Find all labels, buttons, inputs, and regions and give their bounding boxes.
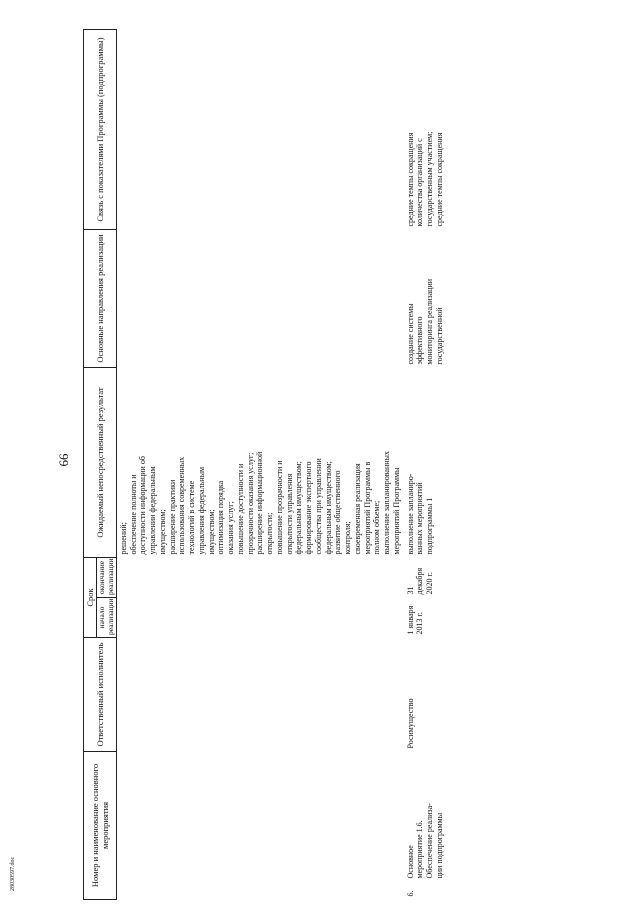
result-line: своевременная реализация [352,463,362,555]
result-line: расширение информационной [255,451,265,555]
result-line: оказания услуг; [226,501,236,555]
result-line: технологий в системе [187,480,197,555]
row6-link-line: количества организаций с [415,138,425,227]
header-directions: Основные направления реализации [84,230,117,368]
row6-directions-line: эффективного [415,316,425,365]
result-line: повышение прозрачности и [274,460,284,555]
row6-link-line: средние темпы сокращения [434,132,444,227]
result-line: управлении федеральным [148,466,158,555]
document-id: 28030597.doc [10,856,16,891]
result-line: сообщества при управлении [313,458,323,555]
result-line: прозрачности оказания услуг; [245,452,255,555]
result-line: контроля; [343,521,353,555]
result-line: открытости; [265,512,275,555]
row6-result-line: выполнение запланиро- [405,473,415,555]
result-line: полном объеме; [372,500,382,555]
header-num-name: Номер и наименование основного мероприятия [84,752,117,900]
result-line: открытости управления [284,473,294,555]
result-line: использования современных [177,456,187,555]
row6-end-cell [404,558,447,598]
row6-link-line: средние темпы сокращения [405,132,415,227]
result-line: мероприятий Программы [391,467,401,555]
result-line: федеральным имуществом; [323,461,333,555]
result-line: мероприятий Программы в [362,461,372,555]
header-start: начало реализации [97,598,117,638]
header-responsible: Ответственный исполнитель [84,638,117,752]
row6-name-line: мероприятие 1.6. [415,820,425,879]
continuation-result-cell [116,368,403,558]
result-line: формирование экспертного [304,461,314,555]
result-line: расширение практики [167,479,177,555]
row6-result-cell [404,368,447,558]
row6-link-cell [404,30,447,230]
row6-start-line: 1 января [405,605,415,635]
header-result: Ожидаемый непосредственный результат [84,368,117,558]
row6-start-cell [404,598,447,638]
row6-name-line: Обеспечение реализа- [425,803,435,879]
result-line: обеспечение полноты и [128,474,138,555]
header-term: Срок [84,558,97,638]
row6-link-line: государственным участием; [425,131,435,227]
row6-directions-line: мониторинга реализации [425,278,435,365]
result-line: повышение доступности и [235,463,245,555]
page-number: 66 [56,453,71,467]
row6-directions-cell [404,230,447,368]
result-line: развитие общественного [333,470,343,555]
result-line: оптимизация порядка [216,480,226,555]
result-line: имуществом; [157,509,167,555]
row6-name-line: ции подпрограммы [434,812,444,879]
row6-name-cell [404,752,447,900]
row6-directions-line: государственной [434,307,444,365]
result-line: решений; [118,522,128,555]
rotated-table-container [83,30,615,900]
result-line: доступности информации об [138,456,148,555]
result-line: выполнение запланированных [382,451,392,555]
table-row [404,30,447,900]
table-row [116,30,403,900]
header-link: Связь с показателями Программы (подпрограммы) [84,30,117,230]
row6-end-line: 2020 г. [425,572,435,595]
row6-responsible: Росимущество [405,698,415,749]
row6-name-line: Основное [405,845,415,879]
row6-result-line: ванных мероприятий [415,482,425,555]
row6-end-line: 31 декабря [405,567,425,595]
measures-table [83,29,447,900]
header-end: окончание реализации [97,558,117,598]
row6-result-line: подпрограммы 1 [425,497,435,555]
result-line: управления федеральным [196,466,206,555]
row6-directions-line: создание системы [405,303,415,365]
result-line: имуществом; [206,509,216,555]
result-line: федеральным имуществом; [294,461,304,555]
row6-start-line: 2013 г. [415,612,425,635]
row6-number: 6. [405,890,415,897]
